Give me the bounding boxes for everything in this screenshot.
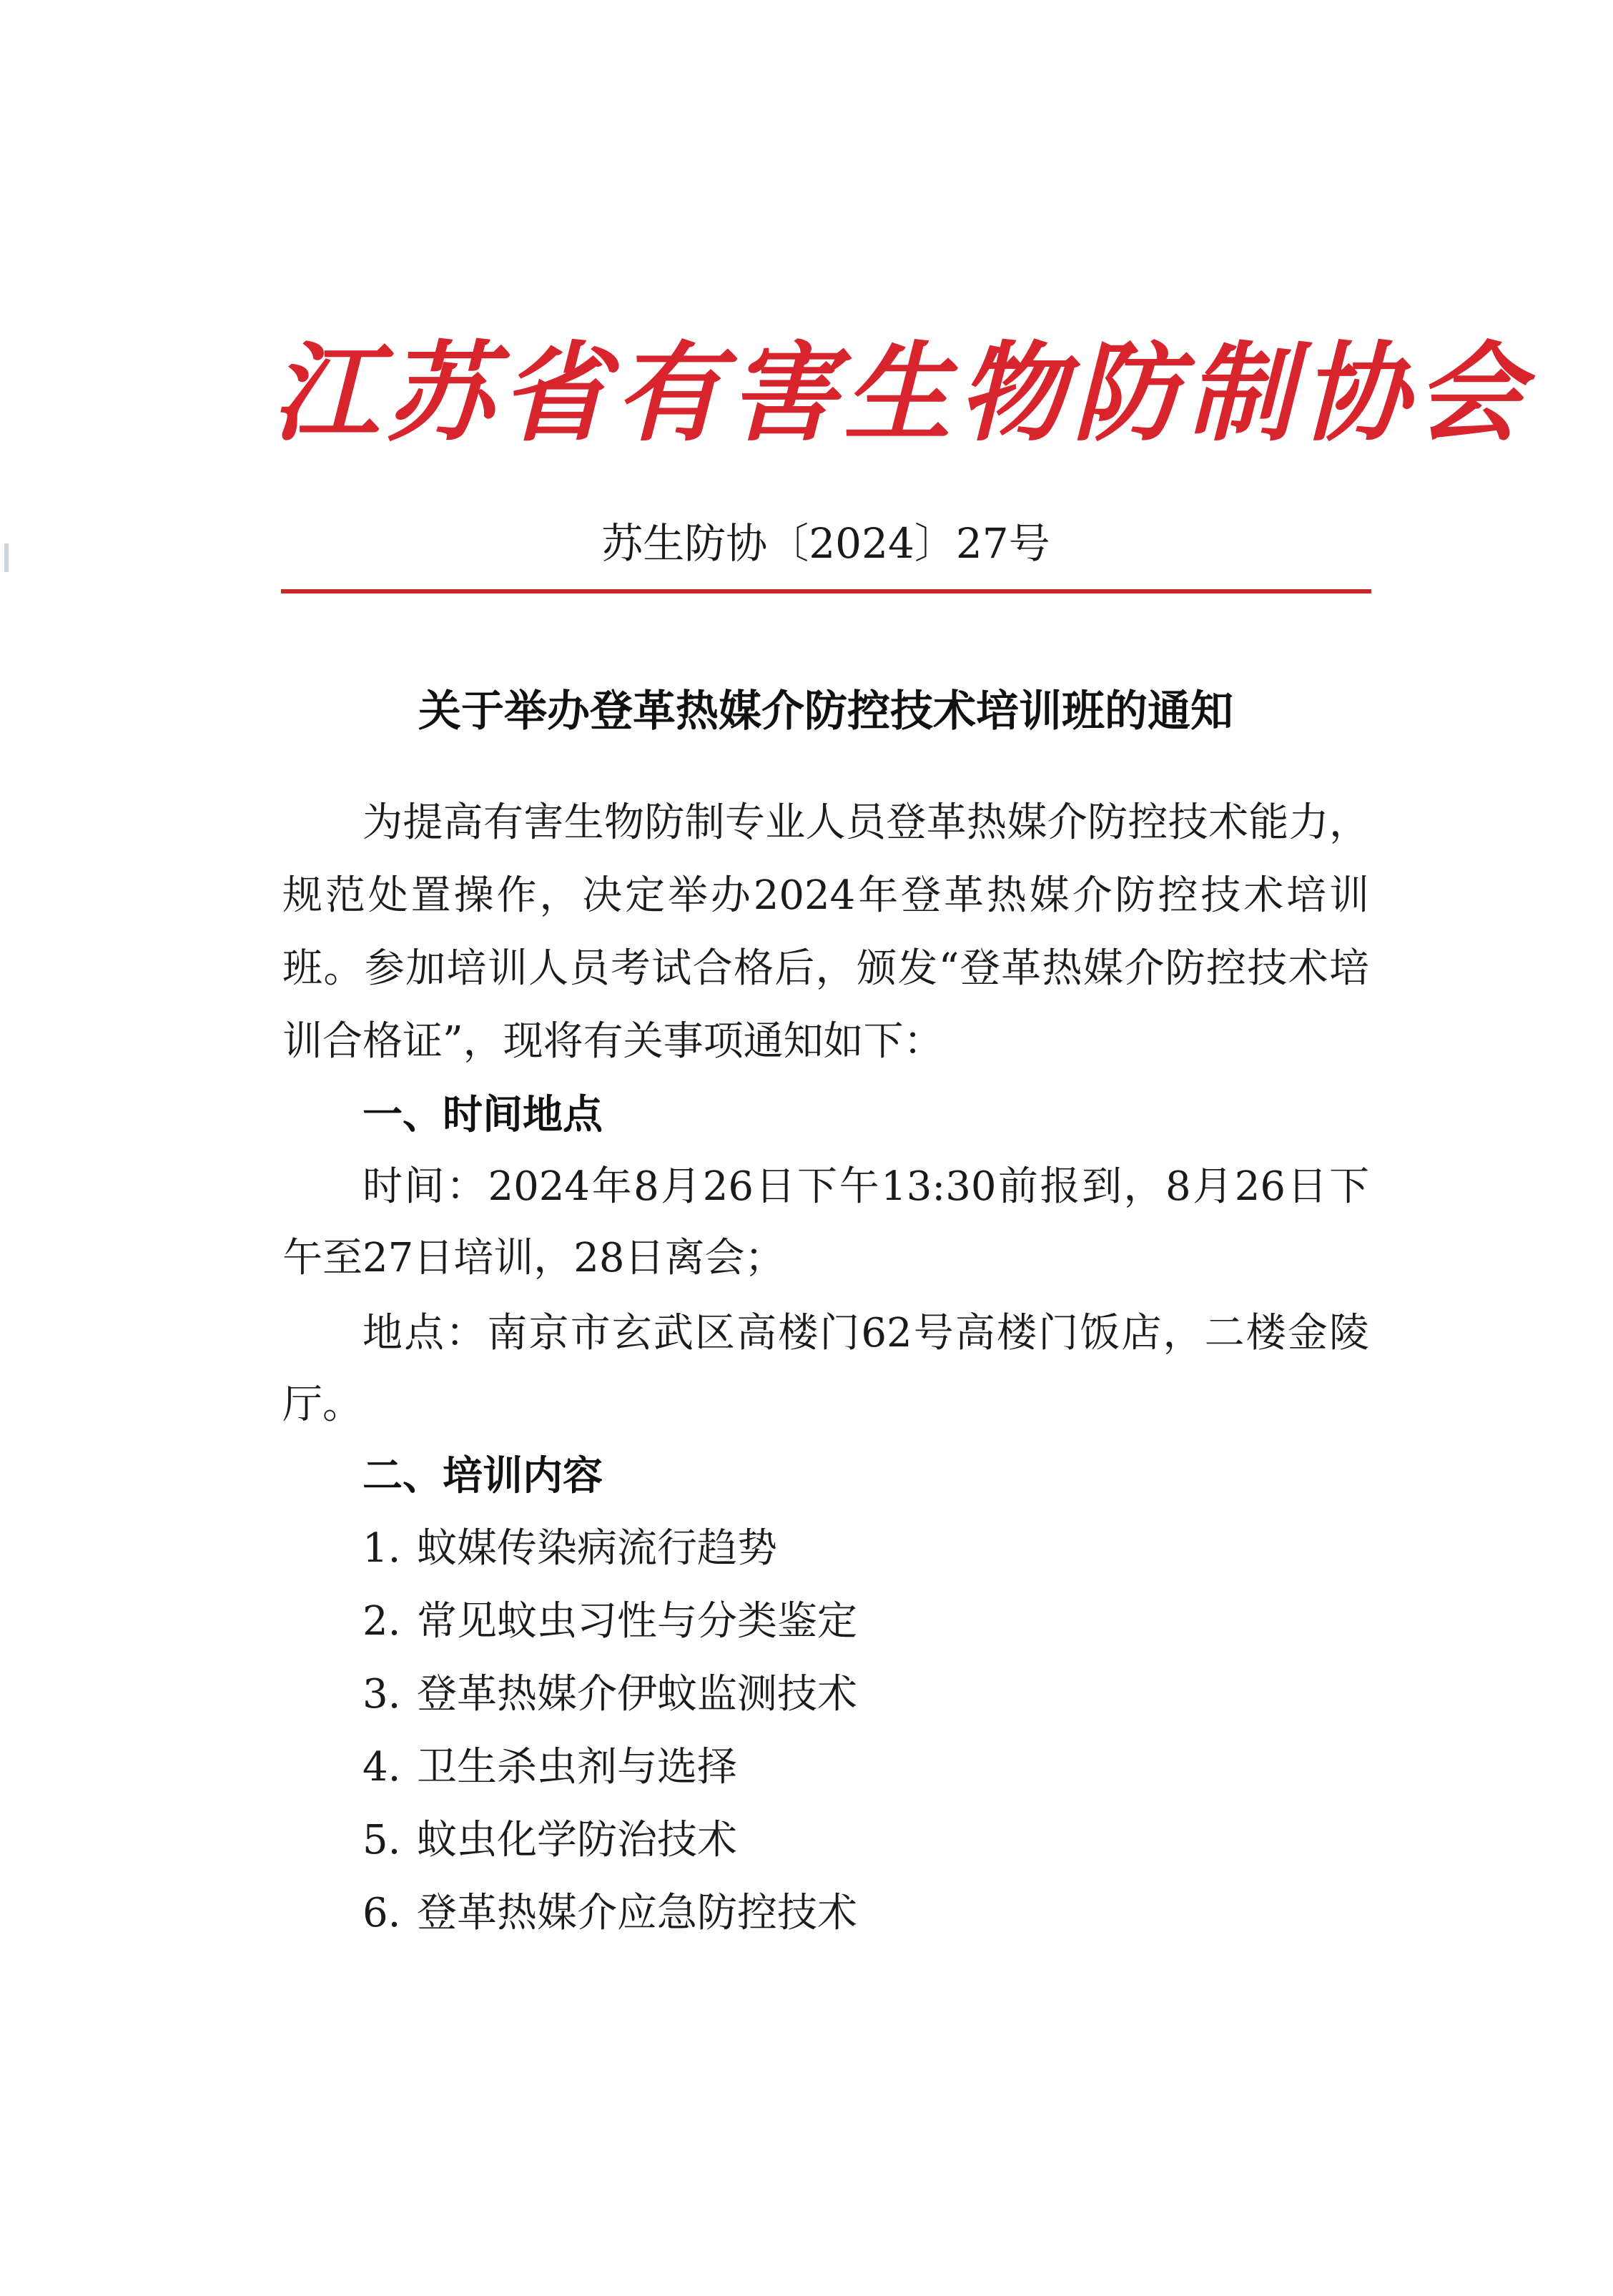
document-number: 苏生防协〔2024〕27号: [601, 519, 1050, 568]
list-item-text: 登革热媒介伊蚊监测技术: [417, 1671, 857, 1718]
list-item-text: 卫生杀虫剂与选择: [417, 1744, 737, 1790]
list-item-text: 常见蚊虫习性与分类鉴定: [417, 1598, 857, 1645]
list-item-text: 登革热媒介应急防控技术: [417, 1890, 857, 1936]
section-heading-time-place: 一、时间地点: [362, 1092, 603, 1138]
list-item-text: 蚊媒传染病流行趋势: [417, 1525, 777, 1572]
list-item: [362, 1512, 1363, 1585]
list-item: [362, 1658, 1363, 1731]
red-divider-line: [281, 589, 1371, 593]
list-item-number: 4.: [362, 1744, 401, 1790]
training-content-list: [362, 1512, 1363, 1950]
list-item-number: 2.: [362, 1598, 401, 1645]
list-item-text: 蚊虫化学防治技术: [417, 1817, 737, 1863]
scan-edge-mark: [4, 543, 9, 572]
list-item: [362, 1804, 1363, 1877]
list-item-number: 6.: [362, 1890, 401, 1936]
list-item-number: 5.: [362, 1817, 401, 1863]
intro-paragraph: 为提高有害生物防制专业人员登革热媒介防控技术能力，规范处置操作，决定举办2024年登革热媒介防控技术培训班。参加培训人员考试合格后，颁发“登革热媒介防控技术培训合格证”，现将有关事项通知如下：: [282, 799, 1369, 1065]
place-paragraph: 地点：南京市玄武区高楼门62号高楼门饭店，二楼金陵厅。: [282, 1310, 1369, 1428]
list-item: [362, 1585, 1363, 1658]
list-item: [362, 1731, 1363, 1804]
list-item-number: 3.: [362, 1671, 401, 1718]
notice-title: 关于举办登革热媒介防控技术培训班的通知: [418, 686, 1233, 736]
list-item: [362, 1877, 1363, 1950]
list-item-number: 1.: [362, 1525, 401, 1572]
time-paragraph: 时间：2024年8月26日下午13:30前报到，8月26日下午至27日培训，28日离会；: [282, 1163, 1369, 1281]
organization-letterhead: 江苏省有害生物防制协会: [272, 330, 1531, 456]
section-heading-training-content: 二、培训内容: [362, 1453, 603, 1499]
